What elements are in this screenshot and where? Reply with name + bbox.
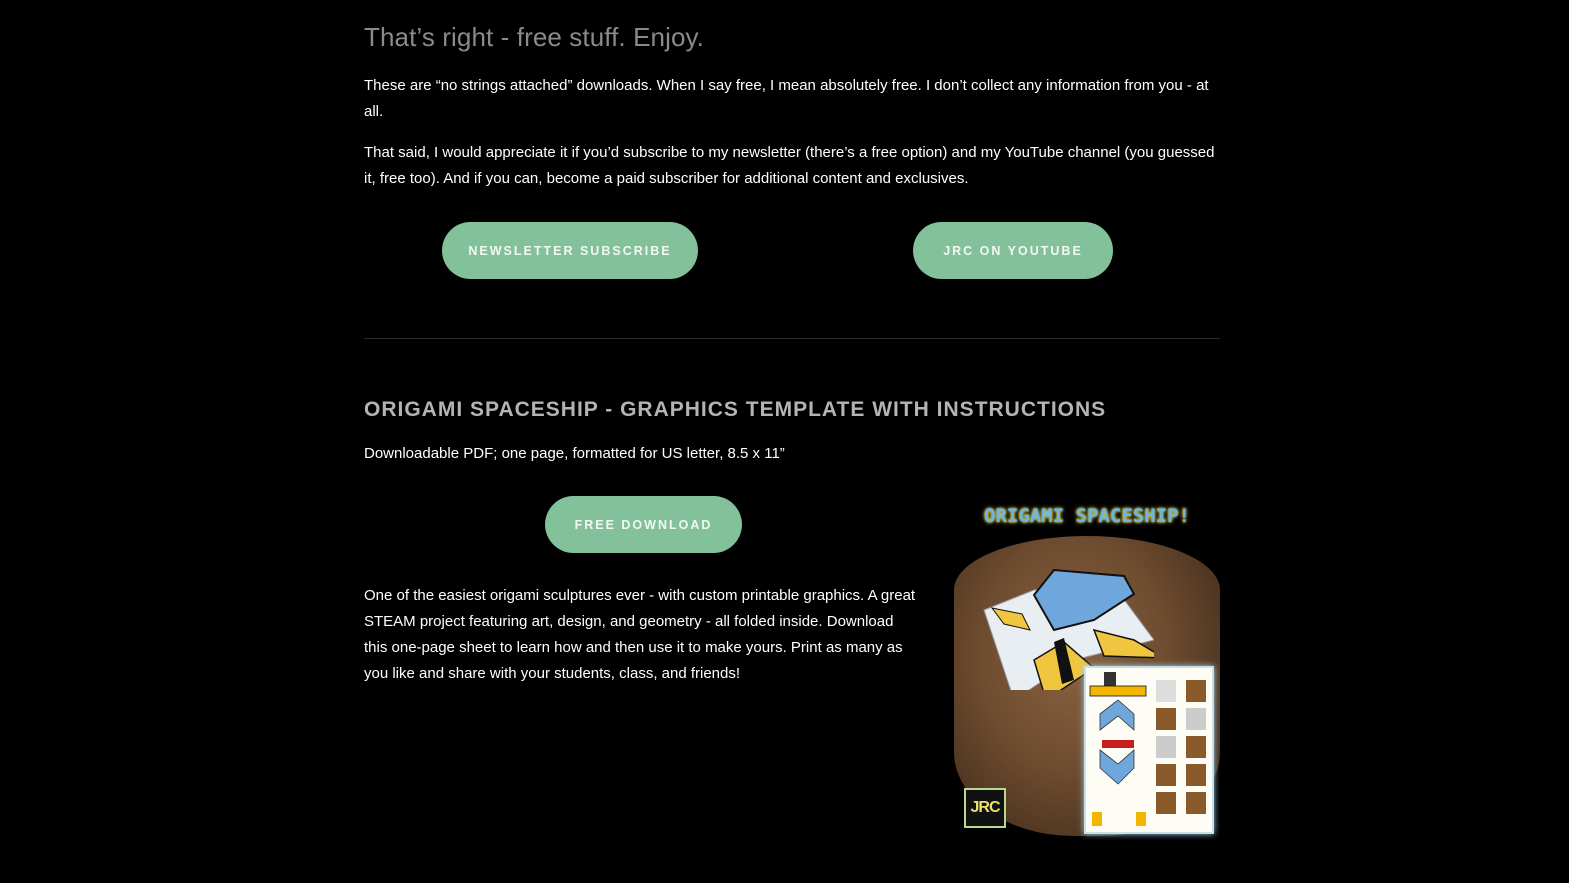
jrc-youtube-button[interactable]: JRC ON YOUTUBE (913, 222, 1113, 279)
intro-paragraph-1: These are “no strings attached” downloads. When I say free, I mean absolutely free. I don’t collect any information from you - at all. (364, 77, 1209, 120)
product-subtitle: Downloadable PDF; one page, formatted for US letter, 8.5 x 11” (364, 445, 785, 462)
free-download-button[interactable]: FREE DOWNLOAD (545, 496, 742, 553)
template-sheet-thumbnail (1084, 666, 1214, 834)
newsletter-subscribe-button[interactable]: NEWSLETTER SUBSCRIBE (442, 222, 698, 279)
image-title: ORIGAMI SPACESHIP! (984, 505, 1190, 527)
product-description: One of the easiest origami sculptures ever - with custom printable graphics. A great STEAM project featuring art, design, and geometry - all folded inside. Download this one-page sheet to learn how and then use it to make yours. Print as many as you like and share with your students, class, and friends! (364, 587, 916, 682)
intro-paragraph-2: That said, I would appreciate it if you’d subscribe to my newsletter (there’s a free option) and my YouTube channel (you guessed it, free too). And if you can, become a paid subscriber for additional content and exclusives. (364, 144, 1215, 187)
section-divider (364, 338, 1220, 339)
jrc-logo: JRC (964, 788, 1006, 828)
product-title: ORIGAMI SPACESHIP - GRAPHICS TEMPLATE WITH INSTRUCTIONS (364, 398, 1107, 421)
intro-heading: That’s right - free stuff. Enjoy. (364, 22, 705, 52)
origami-spaceship-image[interactable] (954, 500, 1220, 840)
